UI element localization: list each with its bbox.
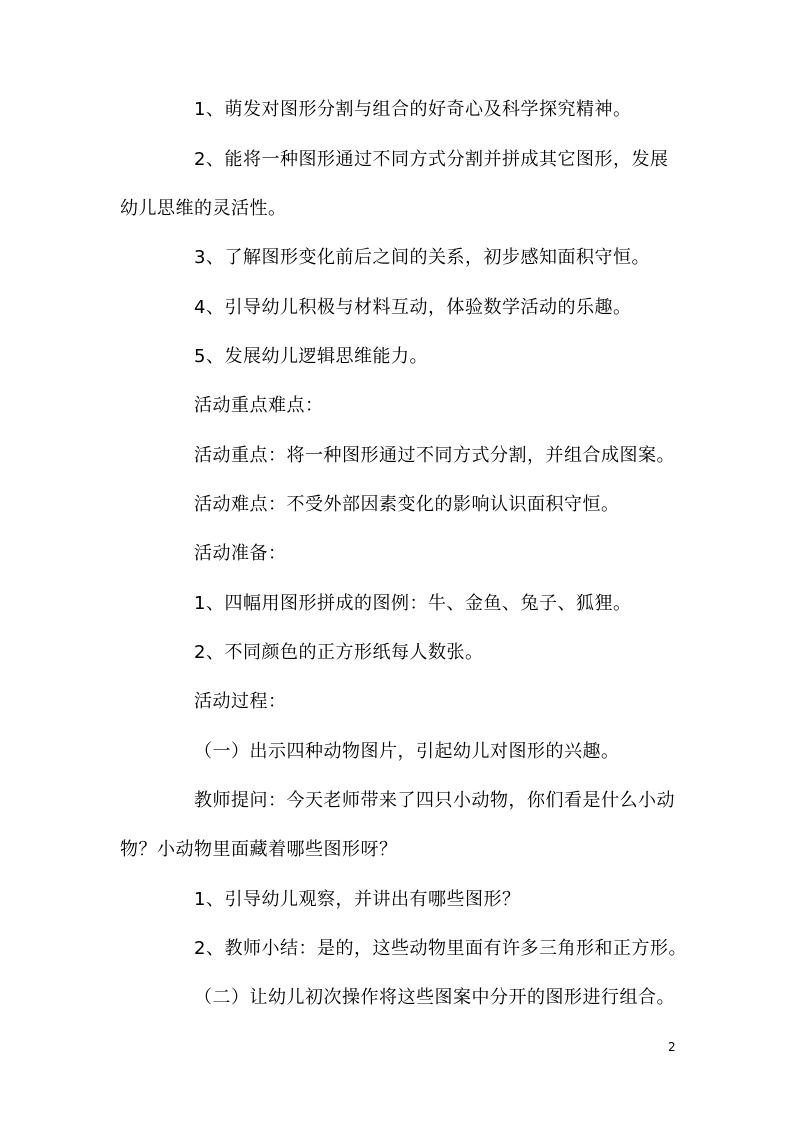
section-heading: 活动过程： [194, 691, 287, 712]
paragraph-line: 幼儿思维的灵活性。 [120, 198, 287, 219]
paragraph-line: 1、四幅用图形拼成的图例：牛、金鱼、兔子、狐狸。 [194, 593, 632, 614]
section-heading: 活动准备： [194, 543, 287, 564]
paragraph-line: 3、了解图形变化前后之间的关系，初步感知面积守恒。 [194, 247, 650, 268]
paragraph-line: 物？小动物里面藏着哪些图形呀？ [120, 839, 398, 860]
page-number: 2 [668, 1040, 676, 1054]
paragraph-line: 教师提问：今天老师带来了四只小动物，你们看是什么小动 [194, 790, 675, 811]
paragraph-line: 4、引导幼儿积极与材料互动，体验数学活动的乐趣。 [194, 297, 632, 318]
paragraph-line: 1、引导幼儿观察，并讲出有哪些图形？ [194, 889, 521, 910]
paragraph-line: 2、教师小结：是的，这些动物里面有许多三角形和正方形。 [194, 938, 687, 959]
paragraph-line: （二）让幼儿初次操作将这些图案中分开的图形进行组合。 [194, 987, 675, 1008]
paragraph-line: （一）出示四种动物图片，引起幼儿对图形的兴趣。 [194, 741, 620, 762]
paragraph-line: 活动难点：不受外部因素变化的影响认识面积守恒。 [194, 494, 620, 515]
paragraph-line: 5、发展幼儿逻辑思维能力。 [194, 346, 428, 367]
paragraph-line: 2、不同颜色的正方形纸每人数张。 [194, 642, 484, 663]
paragraph-line: 1、萌发对图形分割与组合的好奇心及科学探究精神。 [194, 99, 632, 120]
section-heading: 活动重点难点： [194, 395, 324, 416]
paragraph-line: 2、能将一种图形通过不同方式分割并拼成其它图形，发展 [194, 149, 669, 170]
paragraph-line: 活动重点：将一种图形通过不同方式分割，并组合成图案。 [194, 445, 675, 466]
